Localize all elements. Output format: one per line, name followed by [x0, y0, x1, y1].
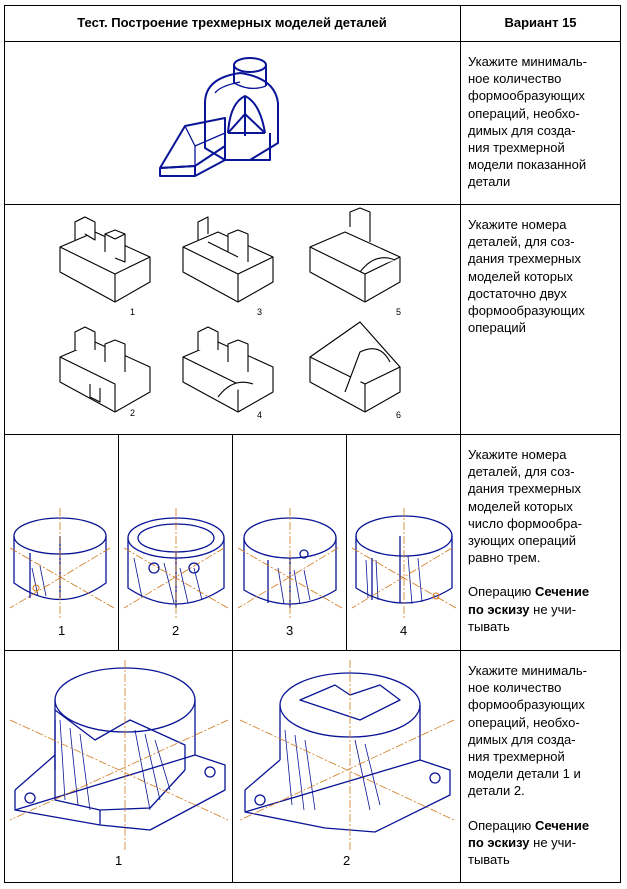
cylinder-label-1: 1: [58, 623, 66, 638]
detail-label-4: 4: [257, 410, 263, 420]
section-drawing-1: [10, 660, 228, 850]
table-divider: [4, 650, 621, 651]
table-border-top: [4, 5, 621, 6]
detail-drawing-2: [55, 322, 155, 422]
cylinder-drawing-4: [352, 508, 456, 618]
detail-drawing-6: [305, 322, 405, 422]
variant-label: Вариант 15: [504, 15, 577, 30]
detail-label-2: 2: [130, 408, 136, 418]
table-column-divider: [460, 5, 461, 883]
cell-divider: [232, 434, 233, 650]
question-4: Укажите минималь- ное количество формообразующих операций, необхо- димых для созда- ния трехмерной модели детали 1 и детали 2. Операцию Сечение по эскизу не учи- тывать: [468, 663, 590, 868]
question-2: Укажите номера деталей, для соз- дания трехмерных моделей которых достаточно двух формообразующих операций: [468, 217, 585, 336]
question-1: Укажите минималь- ное количество формообразующих операций, необхо- димых для созда- ния трехмерной модели показанной детали: [468, 54, 587, 190]
cylinder-drawing-1: [10, 508, 114, 618]
section-label-2: 2: [343, 853, 351, 868]
detail-label-6: 6: [396, 410, 402, 420]
table-title: Тест. Построение трехмерных моделей деталей: [77, 15, 387, 30]
table-divider: [4, 41, 621, 42]
detail-label-1: 1: [130, 307, 136, 317]
table-border-bottom: [4, 882, 621, 883]
cylinder-label-4: 4: [400, 623, 408, 638]
cell-divider: [346, 434, 347, 650]
table-divider: [4, 434, 621, 435]
detail-drawing-1: [55, 212, 155, 312]
table-border-left: [4, 5, 5, 883]
detail-drawing-4: [178, 322, 278, 422]
question-3: Укажите номера деталей, для соз- дания трехмерных моделей которых число формообра- зующих операций равно трем. Операцию Сечение по эскизу не учи- тывать: [468, 447, 590, 634]
table-divider: [4, 204, 621, 205]
cylinder-label-3: 3: [286, 623, 294, 638]
cell-divider: [118, 434, 119, 650]
cylinder-drawing-3: [238, 508, 342, 618]
detail-label-5: 5: [396, 307, 402, 317]
section-drawing-2: [240, 660, 454, 850]
cylinder-label-2: 2: [172, 623, 180, 638]
cylinder-drawing-2: [124, 508, 228, 618]
detail-drawing-3: [178, 212, 278, 312]
cell-divider: [232, 650, 233, 882]
table-border-right: [620, 5, 621, 883]
section-label-1: 1: [115, 853, 123, 868]
part-model-drawing: [150, 48, 310, 198]
detail-label-3: 3: [257, 307, 263, 317]
detail-drawing-5: [305, 212, 405, 312]
